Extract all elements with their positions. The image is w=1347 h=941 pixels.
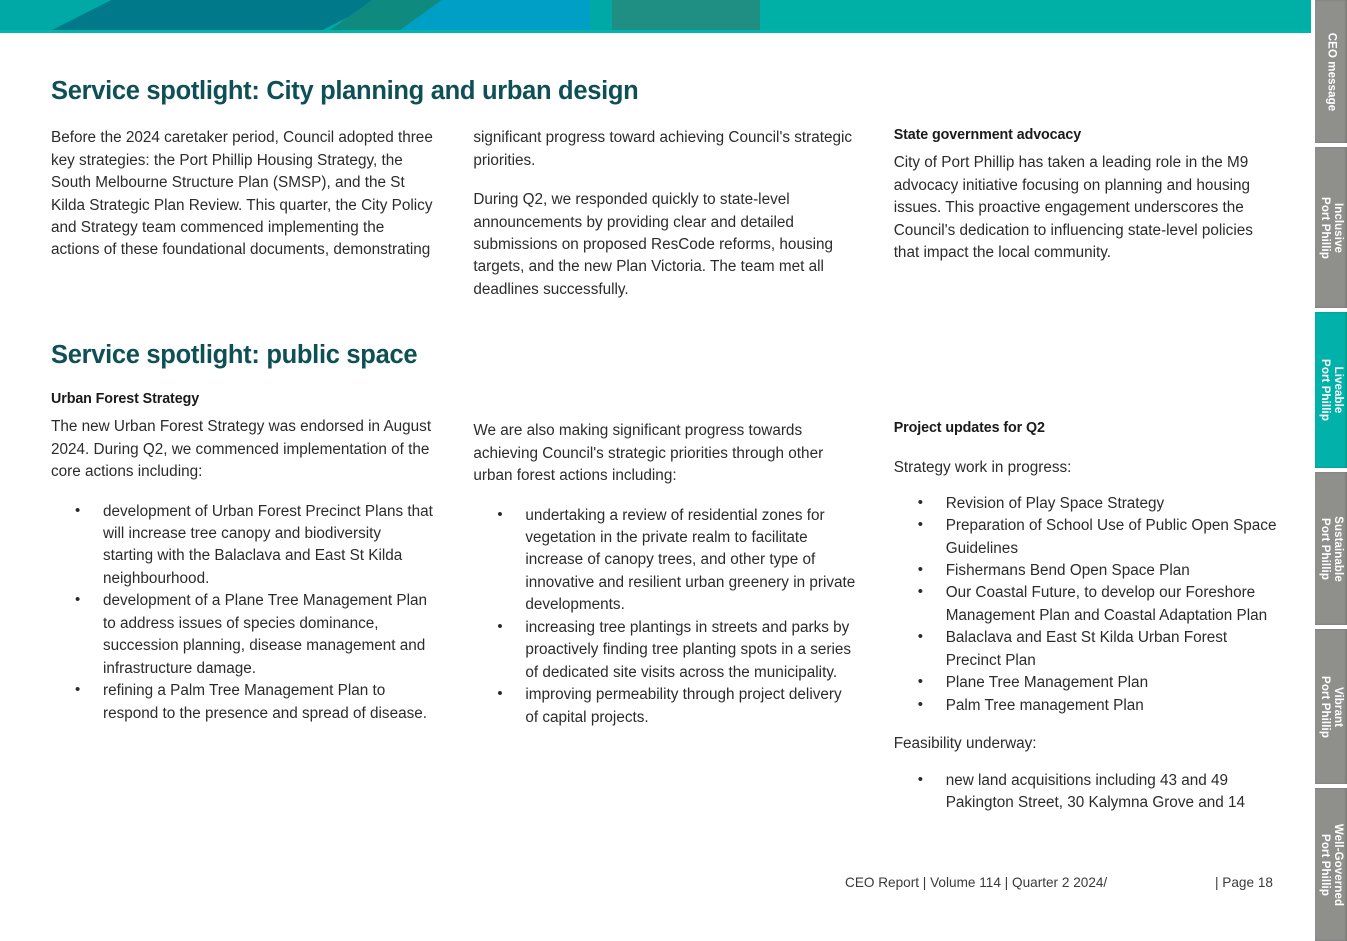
sidebar-tab-line2: Port Phillip xyxy=(1319,517,1331,580)
sidebar-tab-inclusive-port-phillip[interactable] xyxy=(1315,147,1347,308)
sidebar-tab-label xyxy=(1318,516,1344,582)
paragraph: City of Port Phillip has taken a leading role in the M9 advocacy initiative focusing on planning and housing issues. This proactive engagement underscores the Council's dedication to influencing state-level policies that impact the local community. xyxy=(893,154,1253,261)
sidebar-tab-line2: Port Phillip xyxy=(1319,359,1331,421)
sidebar-tab-line1: CEO message xyxy=(1325,32,1338,111)
paragraph: Before the 2024 caretaker period, Council adopted three key strategies: the Port Phillip Housing Strategy, the South Melbourne Structure Plan (SMSP), and the St Kilda Strategic Plan Review. This quarter, the City Policy and Strategy team commenced implementing the actions of these foundational documents, demonstrating xyxy=(51,129,433,259)
subheading-urban-forest-strategy: Urban Forest Strategy xyxy=(51,391,200,408)
sidebar-tab-line1: Sustainable xyxy=(1331,515,1344,582)
list-item: • improving permeability through project delivery of capital projects. xyxy=(473,684,855,729)
list-item: • undertaking a review of residential zones for vegetation in the private realm to facilitate increase of canopy trees, and other type of innovative and resilient urban greenery in private developments. xyxy=(473,505,855,617)
sidebar-tab-line2: Port Phillip xyxy=(1319,196,1331,259)
paragraph: Strategy work in progress: xyxy=(893,459,1072,477)
list-item: • Our Coastal Future, to develop our Foreshore Management Plan and Coastal Adaptation Plan xyxy=(894,582,1281,627)
list-item: • Palm Tree management Plan xyxy=(894,695,1281,717)
bullet-list-strategy-work-in-progress xyxy=(894,493,1281,718)
document-page xyxy=(0,33,1311,941)
banner-shape-dark-teal xyxy=(52,0,382,30)
top-banner-decoration xyxy=(0,0,1311,30)
sidebar-tab-label xyxy=(1325,32,1338,110)
sidebar-tab-sustainable-port-phillip[interactable] xyxy=(1315,472,1347,625)
sidebar-tab-liveable-port-phillip[interactable] xyxy=(1315,312,1347,468)
list-item: • Revision of Play Space Strategy xyxy=(894,493,1281,515)
bullet-list-urban-forest-actions xyxy=(51,501,433,726)
sidebar-tab-line1: Vibrant xyxy=(1331,686,1344,727)
sidebar-tab-line1: Liveable xyxy=(1331,366,1344,414)
list-item: • Fishermans Bend Open Space Plan xyxy=(894,560,1281,582)
section1-column-3 xyxy=(894,127,1281,301)
section-title-city-planning: Service spotlight: City planning and urban design xyxy=(51,77,639,105)
side-navigation-tabs xyxy=(1311,0,1347,941)
sidebar-tab-label xyxy=(1318,359,1344,421)
sidebar-tab-label xyxy=(1318,197,1344,259)
sidebar-tab-vibrant-port-phillip[interactable] xyxy=(1315,629,1347,784)
footer-page-number: | Page 18 xyxy=(1215,875,1273,890)
paragraph: During Q2, we responded quickly to state-level announcements by providing clear and detailed submissions on proposed ResCode reforms, housing targets, and the new Plan Victoria. The team met all deadlines successfully. xyxy=(473,191,834,298)
section-public-space xyxy=(51,341,1281,815)
sidebar-tab-label xyxy=(1318,676,1344,738)
list-item: • refining a Palm Tree Management Plan to respond to the presence and spread of disease. xyxy=(51,680,433,725)
subheading-state-government-advocacy: State government advocacy xyxy=(893,127,1082,144)
bullet-list-feasibility-underway xyxy=(894,770,1281,815)
list-item: • development of Urban Forest Precinct Plans that will increase tree canopy and biodiversity starting with the Balaclava and East St Kilda neighbourhood. xyxy=(51,501,433,591)
sidebar-tab-well-governed-port-phillip[interactable] xyxy=(1315,788,1347,941)
footer-report-reference: CEO Report | Volume 114 | Quarter 2 2024/ xyxy=(845,875,1108,890)
section2-column-1 xyxy=(51,391,433,815)
list-item: • development of a Plane Tree Management Plan to address issues of species dominance, succession planning, disease management and infrastructure damage. xyxy=(51,590,433,680)
subheading-project-updates-q2: Project updates for Q2 xyxy=(893,420,1045,437)
page-footer xyxy=(845,875,1285,890)
section2-column-2 xyxy=(473,391,855,815)
sidebar-tab-label xyxy=(1318,823,1344,905)
section2-column-3 xyxy=(894,391,1281,815)
sidebar-tab-line1: Inclusive xyxy=(1331,202,1344,253)
paragraph: We are also making significant progress towards achieving Council's strategic priorities through other urban forest actions including: xyxy=(473,422,824,485)
sidebar-tab-ceo-message[interactable] xyxy=(1315,0,1347,143)
list-item: • Balaclava and East St Kilda Urban Forest Precinct Plan xyxy=(894,627,1281,672)
sidebar-tab-line1: Well-Governed xyxy=(1331,823,1344,906)
section-city-planning xyxy=(51,77,1281,301)
section1-column-1 xyxy=(51,127,433,301)
sidebar-tab-line2: Port Phillip xyxy=(1319,833,1331,896)
paragraph: significant progress toward achieving Council's strategic priorities. xyxy=(473,129,853,169)
list-item: • Preparation of School Use of Public Open Space Guidelines xyxy=(894,515,1281,560)
list-item: • new land acquisitions including 43 and 49 Pakington Street, 30 Kalymna Grove and 14 xyxy=(894,770,1281,815)
paragraph: The new Urban Forest Strategy was endorsed in August 2024. During Q2, we commenced implementation of the core actions including: xyxy=(51,418,432,481)
section-title-public-space: Service spotlight: public space xyxy=(51,341,418,369)
list-item: • increasing tree plantings in streets and parks by proactively finding tree planting spots in a series of dedicated site visits across the municipality. xyxy=(473,617,855,684)
sidebar-tab-line2: Port Phillip xyxy=(1319,675,1331,738)
section1-column-2 xyxy=(473,127,855,301)
banner-shape-right-teal xyxy=(760,0,1311,30)
paragraph: Feasibility underway: xyxy=(893,735,1037,753)
list-item: • Plane Tree Management Plan xyxy=(894,672,1281,694)
bullet-list-other-urban-forest-actions xyxy=(473,505,855,730)
